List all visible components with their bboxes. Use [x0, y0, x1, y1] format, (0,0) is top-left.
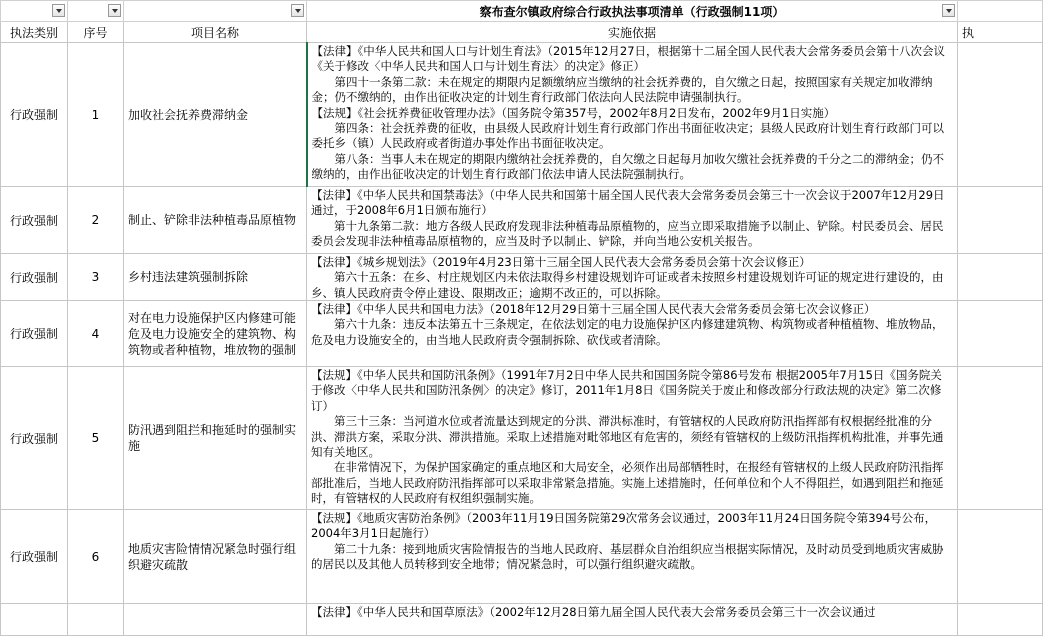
basis-paragraph: 【法规】《中华人民共和国防汛条例》（1991年7月2日中华人民共和国国务院令第86号发布 根据2005年7月15日《国务院关于修改〈中华人民共和国防汛条例〉的决定》修订，2011年1月8日《国务院关于废止和修改部分行政法规的决定》第二次修订）: [311, 368, 942, 413]
filter-dropdown-icon[interactable]: [52, 4, 65, 17]
cell-basis[interactable]: [307, 301, 958, 367]
basis-paragraph: 【法规】《地质灾害防治条例》（2003年11月19日国务院第29次常务会议通过，2003年11月24日国务院令第394号公布，2004年3月1日起施行）: [311, 511, 937, 541]
basis-paragraph: 【法律】《中华人民共和国草原法》（2002年12月28日第九届全国人民代表大会常务委员会第三十一次会议通过: [311, 605, 876, 619]
cell-extra[interactable]: [958, 510, 1043, 604]
cell-item-name[interactable]: 对在电力设施保护区内修建可能危及电力设施安全的建筑物、构筑物或者种植物，堆放物的强制: [124, 301, 307, 367]
sheet-title[interactable]: [307, 1, 958, 22]
cell-basis[interactable]: [307, 604, 958, 636]
header-category[interactable]: 执法类别: [1, 22, 68, 43]
cell-extra[interactable]: [958, 187, 1043, 254]
table-row: [1, 367, 1043, 510]
cell-category[interactable]: 行政强制: [1, 187, 68, 254]
basis-paragraph: 第四条：社会抚养费的征收，由县级人民政府计划生育行政部门作出书面征收决定；县级人民政府计划生育行政部门可以委托乡（镇）人民政府或者街道办事处作出书面征收决定。: [311, 121, 944, 151]
cell-category[interactable]: 行政强制: [1, 510, 68, 604]
cell-basis[interactable]: [307, 510, 958, 604]
header-extra[interactable]: 执: [958, 22, 1043, 43]
basis-paragraph: 【法律】《城乡规划法》（2019年4月23日第十三届全国人民代表大会常务委员会第十次会议修正）: [311, 255, 811, 269]
cell-category[interactable]: 行政强制: [1, 43, 68, 187]
basis-paragraph: 第四十一条第二款：未在规定的期限内足额缴纳应当缴纳的社会抚养费的，自欠缴之日起，按照国家有关规定加收滞纳金；仍不缴纳的，由作出征收决定的计划生育行政部门依法向人民法院申请强制执行。: [311, 74, 933, 105]
filter-cell-name: [124, 1, 307, 22]
basis-text: [311, 511, 953, 573]
filter-dropdown-icon[interactable]: [291, 4, 304, 17]
header-row: [1, 22, 1043, 43]
filter-dropdown-icon[interactable]: [108, 4, 121, 17]
basis-paragraph: 【法律】《中华人民共和国电力法》（2018年12月29日第十三届全国人民代表大会常务委员会第七次会议修正）: [311, 302, 876, 316]
cell-category[interactable]: 行政强制: [1, 254, 68, 301]
header-basis[interactable]: 实施依据: [307, 22, 958, 43]
filter-cell-category: [1, 1, 68, 22]
basis-paragraph: 【法规】《社会抚养费征收管理办法》（国务院令第357号，2002年8月2日发布，2002年9月1日实施）: [311, 105, 836, 120]
cell-index[interactable]: 2: [68, 187, 124, 254]
table-row: [1, 43, 1043, 187]
cell-index[interactable]: 6: [68, 510, 124, 604]
cell-category[interactable]: 行政强制: [1, 367, 68, 510]
filter-cell-extra: [958, 1, 1043, 22]
cell-index[interactable]: 3: [68, 254, 124, 301]
cell-item-name[interactable]: 制止、铲除非法种植毒品原植物: [124, 187, 307, 254]
cell-extra[interactable]: [958, 301, 1043, 367]
cell-basis[interactable]: [307, 254, 958, 301]
cell-extra[interactable]: [958, 254, 1043, 301]
cell-basis[interactable]: [307, 43, 958, 187]
cell-category[interactable]: 行政强制: [1, 301, 68, 367]
basis-paragraph: 第二十九条：接到地质灾害险情报告的当地人民政府、基层群众自治组织应当根据实际情况，及时动员受到地质灾害威胁的居民以及其他人员转移到安全地带；情况紧急时，可以强行组织避灾疏散。: [311, 541, 944, 572]
cell-extra[interactable]: [958, 604, 1043, 636]
basis-paragraph: 第八条：当事人未在规定的期限内缴纳社会抚养费的，自欠缴之日起每月加收欠缴社会抚养费的千分之二的滞纳金；仍不缴纳的，由作出征收决定的计划生育行政部门依法申请人民法院强制执行。: [311, 151, 944, 182]
cell-item-name[interactable]: 乡村违法建筑强制拆除: [124, 254, 307, 301]
basis-text: [311, 188, 953, 250]
basis-text: [311, 605, 953, 620]
table-row: [1, 187, 1043, 254]
filter-cell-index: [68, 1, 124, 22]
cell-basis[interactable]: [307, 187, 958, 254]
cell-category[interactable]: [1, 604, 68, 636]
basis-text: [311, 368, 953, 507]
basis-paragraph: 在非常情况下，为保护国家确定的重点地区和大局安全，必须作出局部牺牲时，在报经有管辖权的上级人民政府防汛指挥部批准后，当地人民政府防汛指挥部可以采取非常紧急措施。实施上述措施时，任何单位和个人不得阻拦，如遇到阻拦和拖延时，有管辖权的人民政府有权组织强制实施。: [311, 460, 944, 506]
basis-text: [311, 255, 953, 299]
basis-paragraph: 第六十五条：在乡、村庄规划区内未依法取得乡村建设规划许可证或者未按照乡村建设规划许可证的规定进行建设的，由乡、镇人民政府责令停止建设、限期改正；逾期不改正的，可以拆除。: [311, 270, 944, 300]
cell-index[interactable]: 1: [68, 43, 124, 187]
filter-dropdown-icon[interactable]: [942, 4, 955, 17]
basis-paragraph: 【法律】《中华人民共和国人口与计划生育法》（2015年12月27日，根据第十二届全国人民代表大会常务委员会第十八次会议《关于修改〈中华人民共和国人口与计划生育法〉的决定》修正）: [311, 44, 946, 74]
header-name[interactable]: 项目名称: [124, 22, 307, 43]
basis-paragraph: 第六十九条：违反本法第五十三条规定，在依法划定的电力设施保护区内修建建筑物、构筑物或者种植植物、堆放物品，危及电力设施安全的，由当地人民政府责令强制拆除、砍伐或者清除。: [311, 317, 944, 347]
cell-basis[interactable]: [307, 367, 958, 510]
header-index[interactable]: 序号: [68, 22, 124, 43]
table-row: [1, 301, 1043, 367]
cell-item-name[interactable]: 加收社会抚养费滞纳金: [124, 43, 307, 187]
filter-row: [1, 1, 1043, 22]
cell-index[interactable]: 5: [68, 367, 124, 510]
table-row: [1, 254, 1043, 301]
cell-index[interactable]: 4: [68, 301, 124, 367]
cell-extra[interactable]: [958, 43, 1043, 187]
basis-paragraph: 【法律】《中华人民共和国禁毒法》（中华人民共和国第十届全国人民代表大会常务委员会第三十一次会议于2007年12月29日通过，于2008年6月1日颁布施行）: [311, 188, 945, 218]
basis-paragraph: 第十九条第二款：地方各级人民政府发现非法种植毒品原植物的，应当立即采取措施予以制止、铲除。村民委员会、居民委员会发现非法种植毒品原植物的，应当及时予以制止、铲除，并向当地公安机关报告。: [311, 218, 944, 249]
basis-text: [311, 302, 953, 348]
cell-item-name[interactable]: 防汛遇到阻拦和拖延时的强制实施: [124, 367, 307, 510]
sheet-title-text: 察布查尔镇政府综合行政执法事项清单（行政强制11项）: [479, 4, 785, 19]
basis-text: [312, 44, 954, 183]
cell-extra[interactable]: [958, 367, 1043, 510]
cell-item-name[interactable]: 地质灾害险情情况紧急时强行组织避灾疏散: [124, 510, 307, 604]
cell-index[interactable]: [68, 604, 124, 636]
cell-item-name[interactable]: [124, 604, 307, 636]
basis-paragraph: 第三十三条：当河道水位或者流量达到规定的分洪、滞洪标准时，有管辖权的人民政府防汛指挥部有权根据经批准的分洪、滞洪方案，采取分洪、滞洪措施。采取上述措施对毗邻地区有危害的，须经有管辖权的上级防汛指挥机构批准，并事先通知有关地区。: [311, 414, 944, 460]
table-row: [1, 604, 1043, 636]
table-row: [1, 510, 1043, 604]
